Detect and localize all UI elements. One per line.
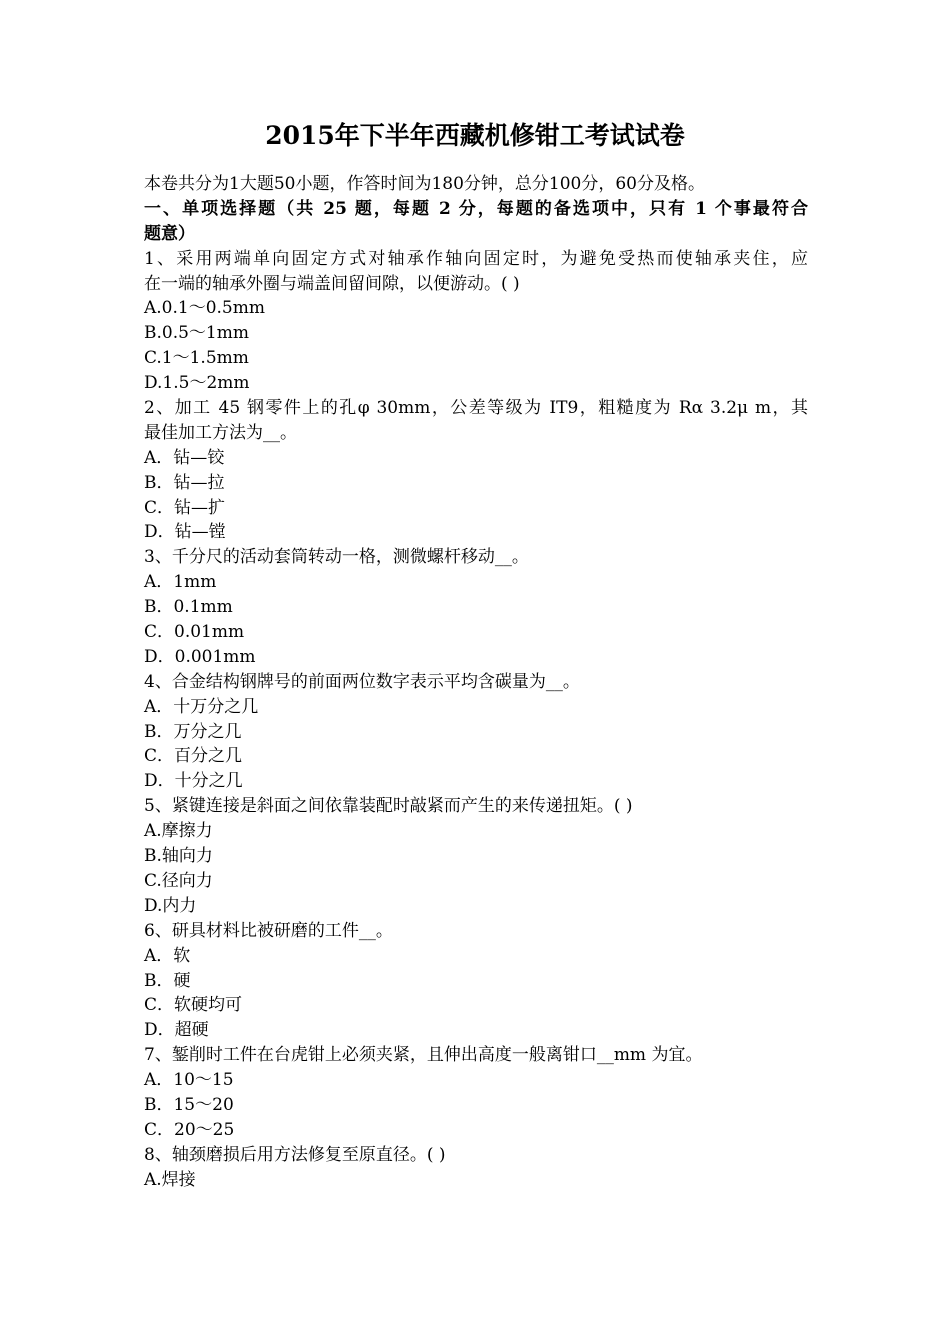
question-1-stem-line1: 1、采用两端单向固定方式对轴承作轴向固定时，为避免受热而使轴承夹住，应	[144, 248, 808, 269]
question-3-stem: 3、千分尺的活动套筒转动一格，测微螺杆移动__。	[144, 547, 529, 568]
question-7-option-b: B．15～20	[144, 1094, 234, 1115]
question-5-option-d: D.内力	[144, 895, 197, 916]
question-2-option-b: B．钻—拉	[144, 472, 225, 493]
question-7-option-a: A．10～15	[144, 1070, 234, 1091]
question-6-stem: 6、研具材料比被研磨的工件__。	[144, 920, 393, 941]
question-3-option-c: C．0.01mm	[144, 622, 245, 643]
question-2-stem-line1: 2、加工 45 钢零件上的孔φ 30mm，公差等级为 IT9，粗糙度为 Rα 3.2μ m，其	[144, 398, 808, 419]
question-5-stem: 5、紧键连接是斜面之间依靠装配时敲紧而产生的来传递扭矩。( )	[144, 796, 633, 817]
question-4-option-c: C．百分之几	[144, 746, 243, 767]
question-3-option-a: A．1mm	[144, 572, 217, 593]
question-6-option-d: D．超硬	[144, 1020, 209, 1041]
question-2-option-c: C．钻—扩	[144, 497, 226, 518]
section-heading-line1: 一、单项选择题（共 25 题，每题 2 分，每题的备选项中，只有 1 个事最符合	[144, 198, 808, 219]
question-6-option-a: A．软	[144, 945, 191, 966]
question-1-stem-line2: 在一端的轴承外圈与端盖间留间隙，以便游动。( )	[144, 273, 520, 294]
question-5-option-a: A.摩擦力	[144, 821, 213, 842]
question-6-option-b: B．硬	[144, 970, 191, 991]
question-1-option-c: C.1～1.5mm	[144, 348, 249, 369]
question-7-stem: 7、錾削时工件在台虎钳上必须夹紧，且伸出高度一般离钳口__mm 为宜。	[144, 1045, 703, 1066]
question-4-option-a: A．十万分之几	[144, 696, 259, 717]
question-4-stem: 4、合金结构钢牌号的前面两位数字表示平均含碳量为__。	[144, 671, 580, 692]
question-1-option-d: D.1.5～2mm	[144, 373, 250, 394]
question-1-option-a: A.0.1～0.5mm	[144, 298, 265, 319]
question-6-option-c: C．软硬均可	[144, 995, 243, 1016]
question-2-option-d: D．钻—镗	[144, 522, 226, 543]
question-3-option-d: D．0.001mm	[144, 646, 256, 667]
section-heading-line2: 题意）	[144, 223, 195, 244]
exam-content	[144, 172, 808, 1193]
question-4-option-b: B．万分之几	[144, 721, 242, 742]
question-4-option-d: D．十分之几	[144, 771, 243, 792]
question-8-stem: 8、轴颈磨损后用方法修复至原直径。( )	[144, 1144, 446, 1165]
question-7-option-c: C．20～25	[144, 1119, 235, 1140]
question-2-option-a: A．钻—铰	[144, 447, 225, 468]
question-5-option-b: B.轴向力	[144, 846, 213, 867]
question-3-option-b: B．0.1mm	[144, 597, 233, 618]
question-1-option-b: B.0.5～1mm	[144, 323, 249, 344]
page-title: 2015年下半年西藏机修钳工考试试卷	[265, 121, 685, 150]
question-2-stem-line2: 最佳加工方法为__。	[144, 422, 297, 443]
exam-intro: 本卷共分为1大题50小题，作答时间为180分钟，总分100分，60分及格。	[144, 174, 705, 194]
question-5-option-c: C.径向力	[144, 870, 213, 891]
question-8-option-a: A.焊接	[144, 1169, 196, 1190]
